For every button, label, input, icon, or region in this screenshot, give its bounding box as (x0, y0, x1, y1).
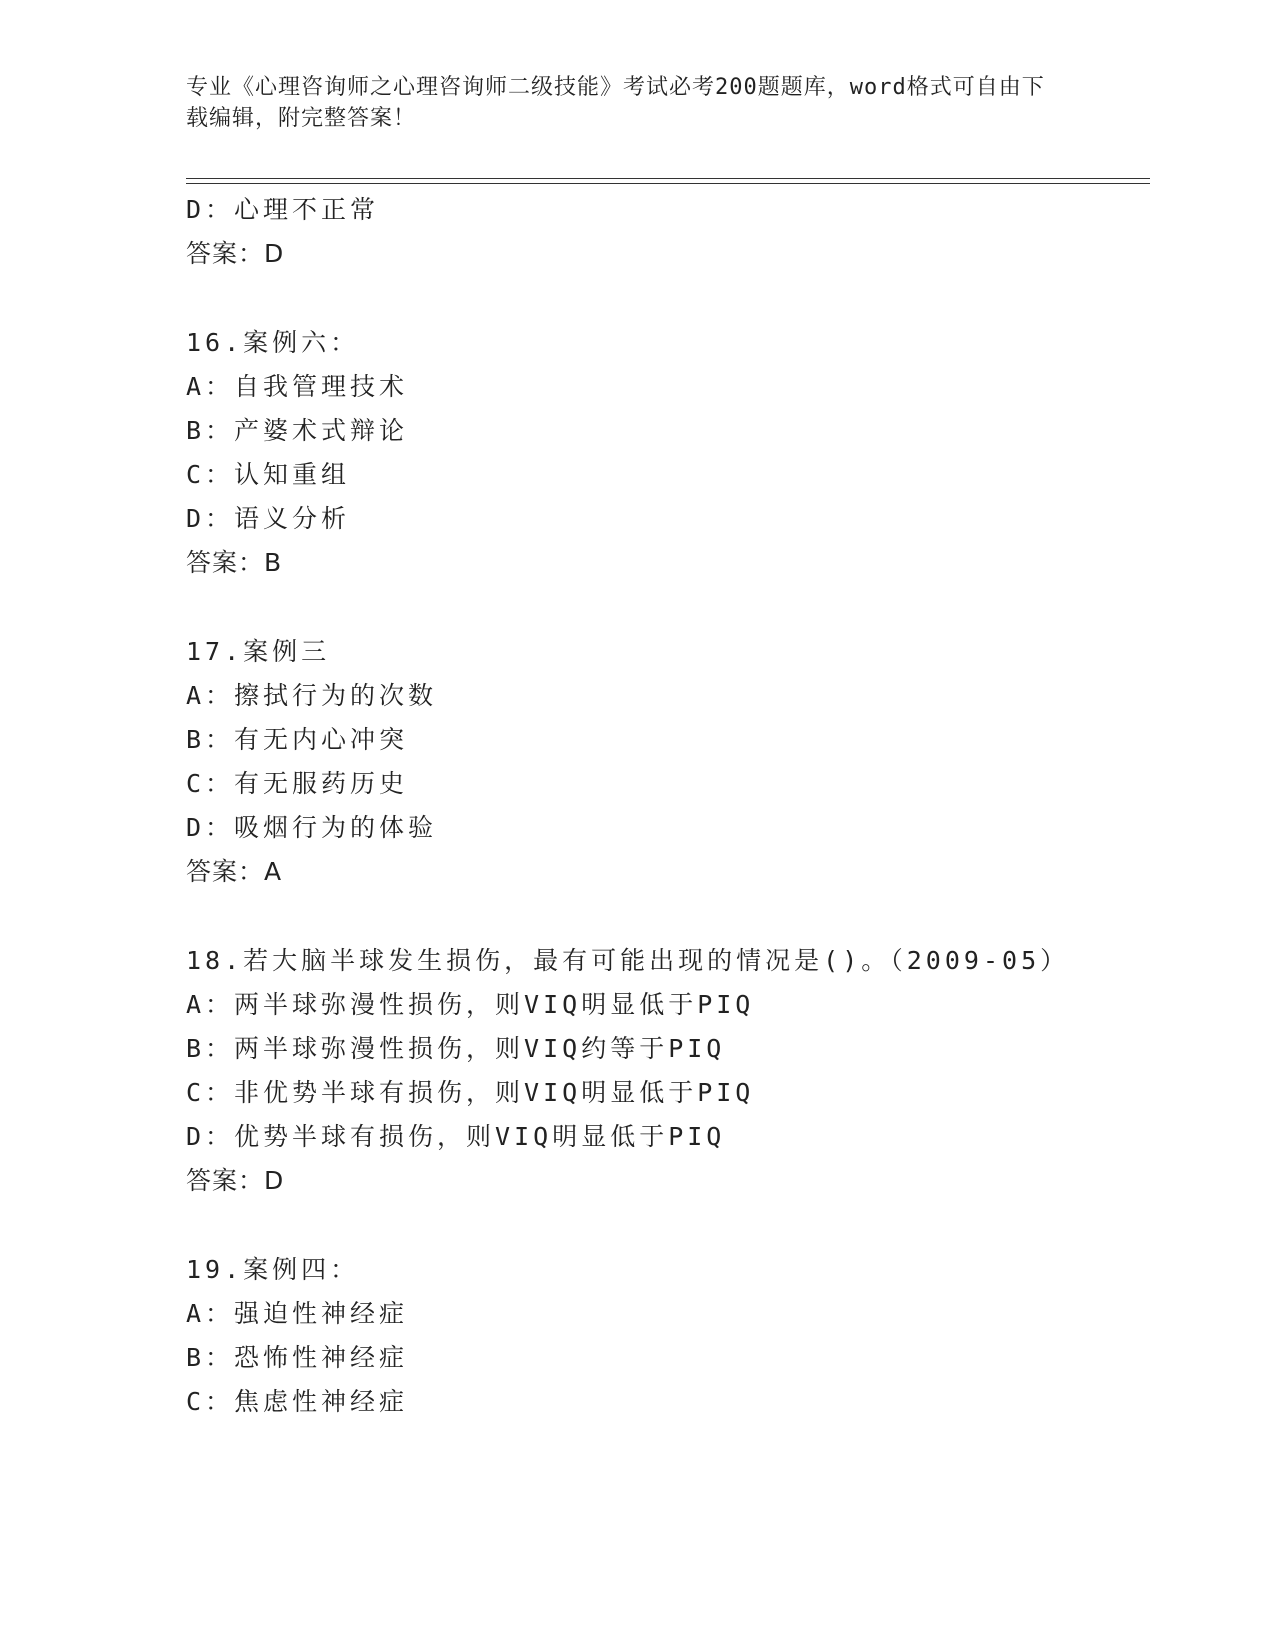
option-b: B：两半球弥漫性损伤，则VIQ约等于PIQ (186, 1034, 726, 1063)
answer-line: 答案：A (186, 857, 283, 886)
option-d: D：优势半球有损伤，则VIQ明显低于PIQ (186, 1122, 726, 1151)
option-a: A：两半球弥漫性损伤，则VIQ明显低于PIQ (186, 990, 755, 1019)
option-c: C：非优势半球有损伤，则VIQ明显低于PIQ (186, 1078, 755, 1107)
option-c: C：焦虑性神经症 (186, 1387, 409, 1416)
answer-line: 答案：B (186, 548, 283, 577)
option-d: D：语义分析 (186, 504, 351, 533)
option-c: C：认知重组 (186, 460, 351, 489)
option-b: B：产婆术式辩论 (186, 416, 409, 445)
option-a: A：擦拭行为的次数 (186, 681, 438, 710)
option-b: B：恐怖性神经症 (186, 1343, 409, 1372)
option-d: D：吸烟行为的体验 (186, 813, 438, 842)
header-divider-top (186, 178, 1150, 179)
question-stem: 17.案例三 (186, 637, 331, 666)
header-divider-bottom (186, 183, 1150, 184)
answer-line: 答案：D (186, 1166, 285, 1195)
document-header (186, 72, 1066, 134)
header-text: 专业《心理咨询师之心理咨询师二级技能》考试必考200题题库，word格式可自由下载编辑，附完整答案！ (186, 75, 1045, 131)
option-c: C：有无服药历史 (186, 769, 409, 798)
question-stem: 19.案例四： (186, 1255, 360, 1284)
option-a: A：自我管理技术 (186, 372, 409, 401)
option-a: A：强迫性神经症 (186, 1299, 409, 1328)
answer-line: 答案：D (186, 239, 285, 268)
question-stem: 16.案例六： (186, 328, 360, 357)
question-stem: 18.若大脑半球发生损伤，最有可能出现的情况是()。（2009-05） (186, 946, 1070, 975)
option-b: B：有无内心冲突 (186, 725, 409, 754)
option-d: D：心理不正常 (186, 195, 380, 224)
